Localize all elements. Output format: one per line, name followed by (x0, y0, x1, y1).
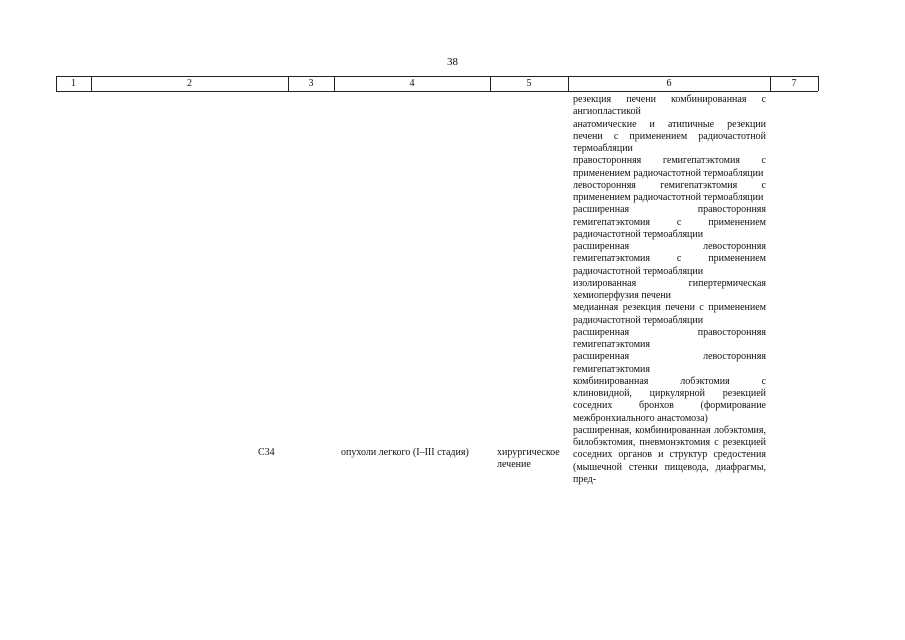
treatment-method: расширенная левосторонняя гемигепатэктомия с применением радиочастотной термоабляции (573, 241, 766, 277)
column-divider (490, 76, 491, 91)
treatment-method: анатомические и атипичные резекции печени с применением радиочастотной термоабляции (573, 118, 766, 154)
column-divider (770, 76, 771, 91)
column-header-6: 6 (666, 78, 672, 89)
treatment-method: левосторонняя гемигепатэктомия с применением радиочастотной термоабляции (573, 179, 766, 203)
diagnosis-description: опухоли легкого (I–III стадия) (341, 447, 469, 458)
treatment-method: изолированная гипертермическая хемиоперфузия печени (573, 277, 766, 301)
column-header-1: 1 (71, 78, 76, 89)
column-divider (568, 76, 569, 91)
treatment-type: хирургическое лечение (497, 447, 560, 471)
column-divider (818, 76, 819, 91)
treatment-method: правосторонняя гемигепатэктомия с применением радиочастотной термоабляции (573, 155, 766, 179)
treatment-method: расширенная правосторонняя гемигепатэктомия с применением радиочастотной термоабляции (573, 204, 766, 240)
column-header-7: 7 (791, 78, 797, 89)
diagnosis-code: C34 (258, 447, 275, 458)
treatment-method: резекция печени комбинированная с ангиопластикой (573, 94, 766, 118)
treatment-method: расширенная, комбинированная лобэктомия, билобэктомия, пневмонэктомия с резекцией соседних органов и структур средостения (мышечной стенки пищевода, диафрагмы, пред- (573, 424, 766, 485)
treatment-methods-list (573, 94, 766, 486)
column-divider (334, 76, 335, 91)
treatment-method: комбинированная лобэктомия с клиновидной, циркулярной резекцией соседних бронхов (формирование межбронхиального анастомоза) (573, 375, 766, 424)
page-number: 38 (447, 56, 458, 68)
column-divider (91, 76, 92, 91)
treatment-method: медианная резекция печени с применением радиочастотной термоабляции (573, 302, 766, 326)
column-header-5: 5 (526, 78, 532, 89)
column-divider (288, 76, 289, 91)
column-header-4: 4 (409, 78, 415, 89)
treatment-method: расширенная левосторонняя гемигепатэктомия (573, 351, 766, 375)
column-header-3: 3 (308, 78, 314, 89)
table-header-row (56, 76, 818, 92)
column-divider (56, 76, 57, 91)
column-header-2: 2 (187, 78, 192, 89)
treatment-method: расширенная правосторонняя гемигепатэктомия (573, 326, 766, 350)
